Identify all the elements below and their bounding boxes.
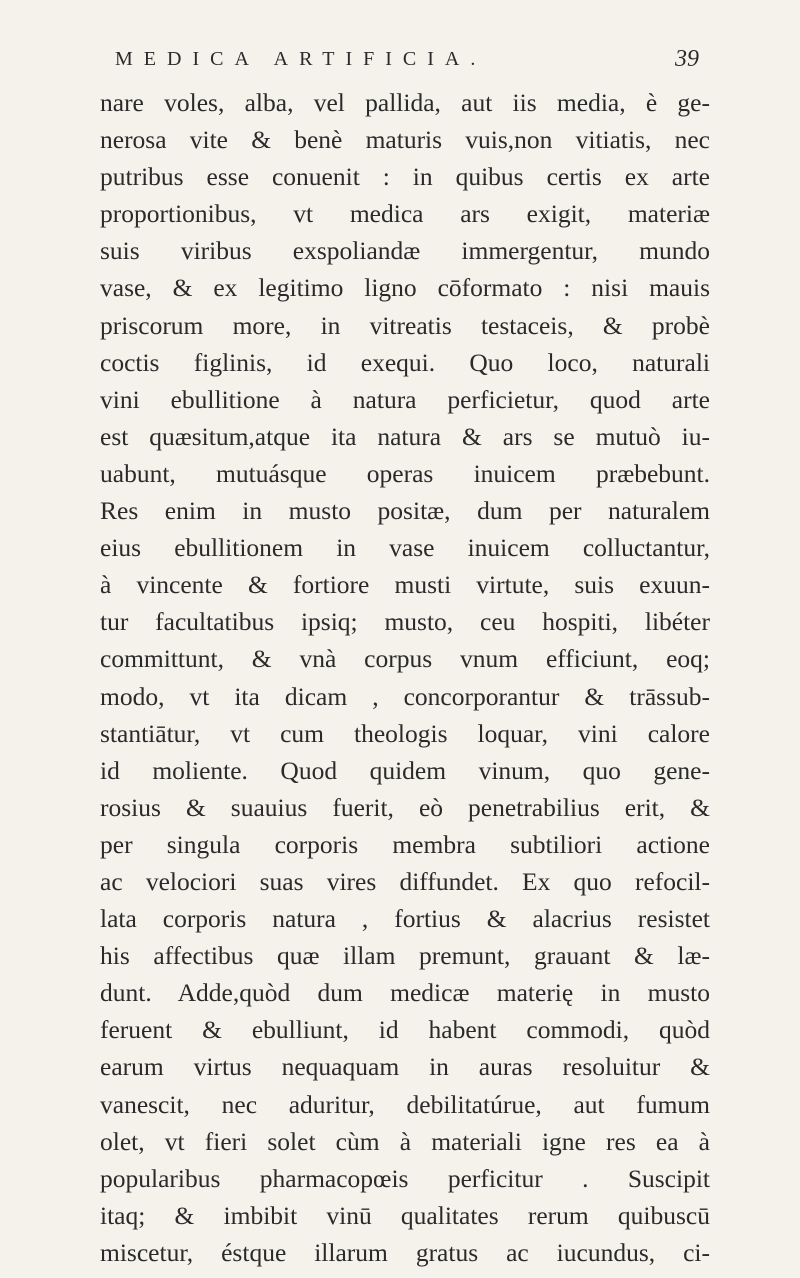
running-head — [115, 46, 699, 78]
running-title: MEDICA ARTIFICIA. — [115, 48, 487, 70]
text-line: lata corporis natura , fortius & alacrius resistet — [100, 904, 710, 934]
text-line: putribus esse conuenit : in quibus certis ex arte — [100, 162, 710, 192]
text-line: vini ebullitione à natura perficietur, quod arte — [100, 384, 710, 414]
text-line: rosius & suauius fuerit, eò penetrabilius erit, & — [100, 792, 710, 822]
text-line: nare voles, alba, vel pallida, aut iis media, è ge- — [100, 88, 710, 117]
text-line: ac velociori suas vires diffundet. Ex quo refocil- — [100, 866, 710, 896]
text-line: per singula corporis membra subtiliori actione — [100, 829, 710, 859]
text-line: olet, vt fieri solet cùm à materiali igne res ea à — [100, 1126, 710, 1156]
text-line: popularibus pharmacopœis perficitur . Suscipit — [100, 1163, 710, 1193]
text-line: itaq; & imbibit vinū qualitates rerum quibuscū — [100, 1200, 710, 1230]
text-line: dunt. Adde,quòd dum medicæ materię in musto — [100, 978, 710, 1008]
text-line: modo, vt ita dicam , concorporantur & trāssub- — [100, 681, 710, 711]
text-line: stantiātur, vt cum theologis loquar, vini calore — [100, 718, 710, 748]
text-line: vase, & ex legitimo ligno cōformato : nisi mauis — [100, 273, 710, 303]
text-line: est quæsitum,atque ita natura & ars se mutuò iu- — [100, 421, 710, 451]
text-line: suis viribus exspoliandæ immergentur, mundo — [100, 236, 710, 266]
text-line: eius ebullitionem in vase inuicem colluctantur, — [100, 533, 710, 563]
body-text — [100, 84, 710, 1271]
text-line: vanescit, nec aduritur, debilitatúrue, aut fumum — [100, 1089, 710, 1119]
text-line: coctis figlinis, id exequi. Quo loco, naturali — [100, 347, 710, 377]
text-line: id moliente. Quod quidem vinum, quo gene- — [100, 755, 710, 785]
text-line: à vincente & fortiore musti virtute, suis exuun- — [100, 570, 710, 600]
text-line: committunt, & vnà corpus vnum efficiunt, eoq; — [100, 644, 710, 674]
text-line: feruent & ebulliunt, id habent commodi, quòd — [100, 1015, 710, 1045]
text-line: his affectibus quæ illam premunt, grauant & læ- — [100, 941, 710, 971]
text-line: Res enim in musto positæ, dum per naturalem — [100, 496, 710, 526]
page-number: 39 — [675, 46, 699, 72]
text-line: tur facultatibus ipsiq; musto, ceu hospiti, libéter — [100, 607, 710, 637]
text-line: nerosa vite & benè maturis vuis,non vitiatis, nec — [100, 125, 710, 155]
text-line: uabunt, mutuásque operas inuicem præbebunt. — [100, 458, 710, 488]
text-line: miscetur, éstque illarum gratus ac iucundus, ci- — [100, 1237, 710, 1267]
text-line: earum virtus nequaquam in auras resoluitur & — [100, 1052, 710, 1082]
text-line: priscorum more, in vitreatis testaceis, & probè — [100, 310, 710, 340]
text-line: proportionibus, vt medica ars exigit, materiæ — [100, 199, 710, 229]
